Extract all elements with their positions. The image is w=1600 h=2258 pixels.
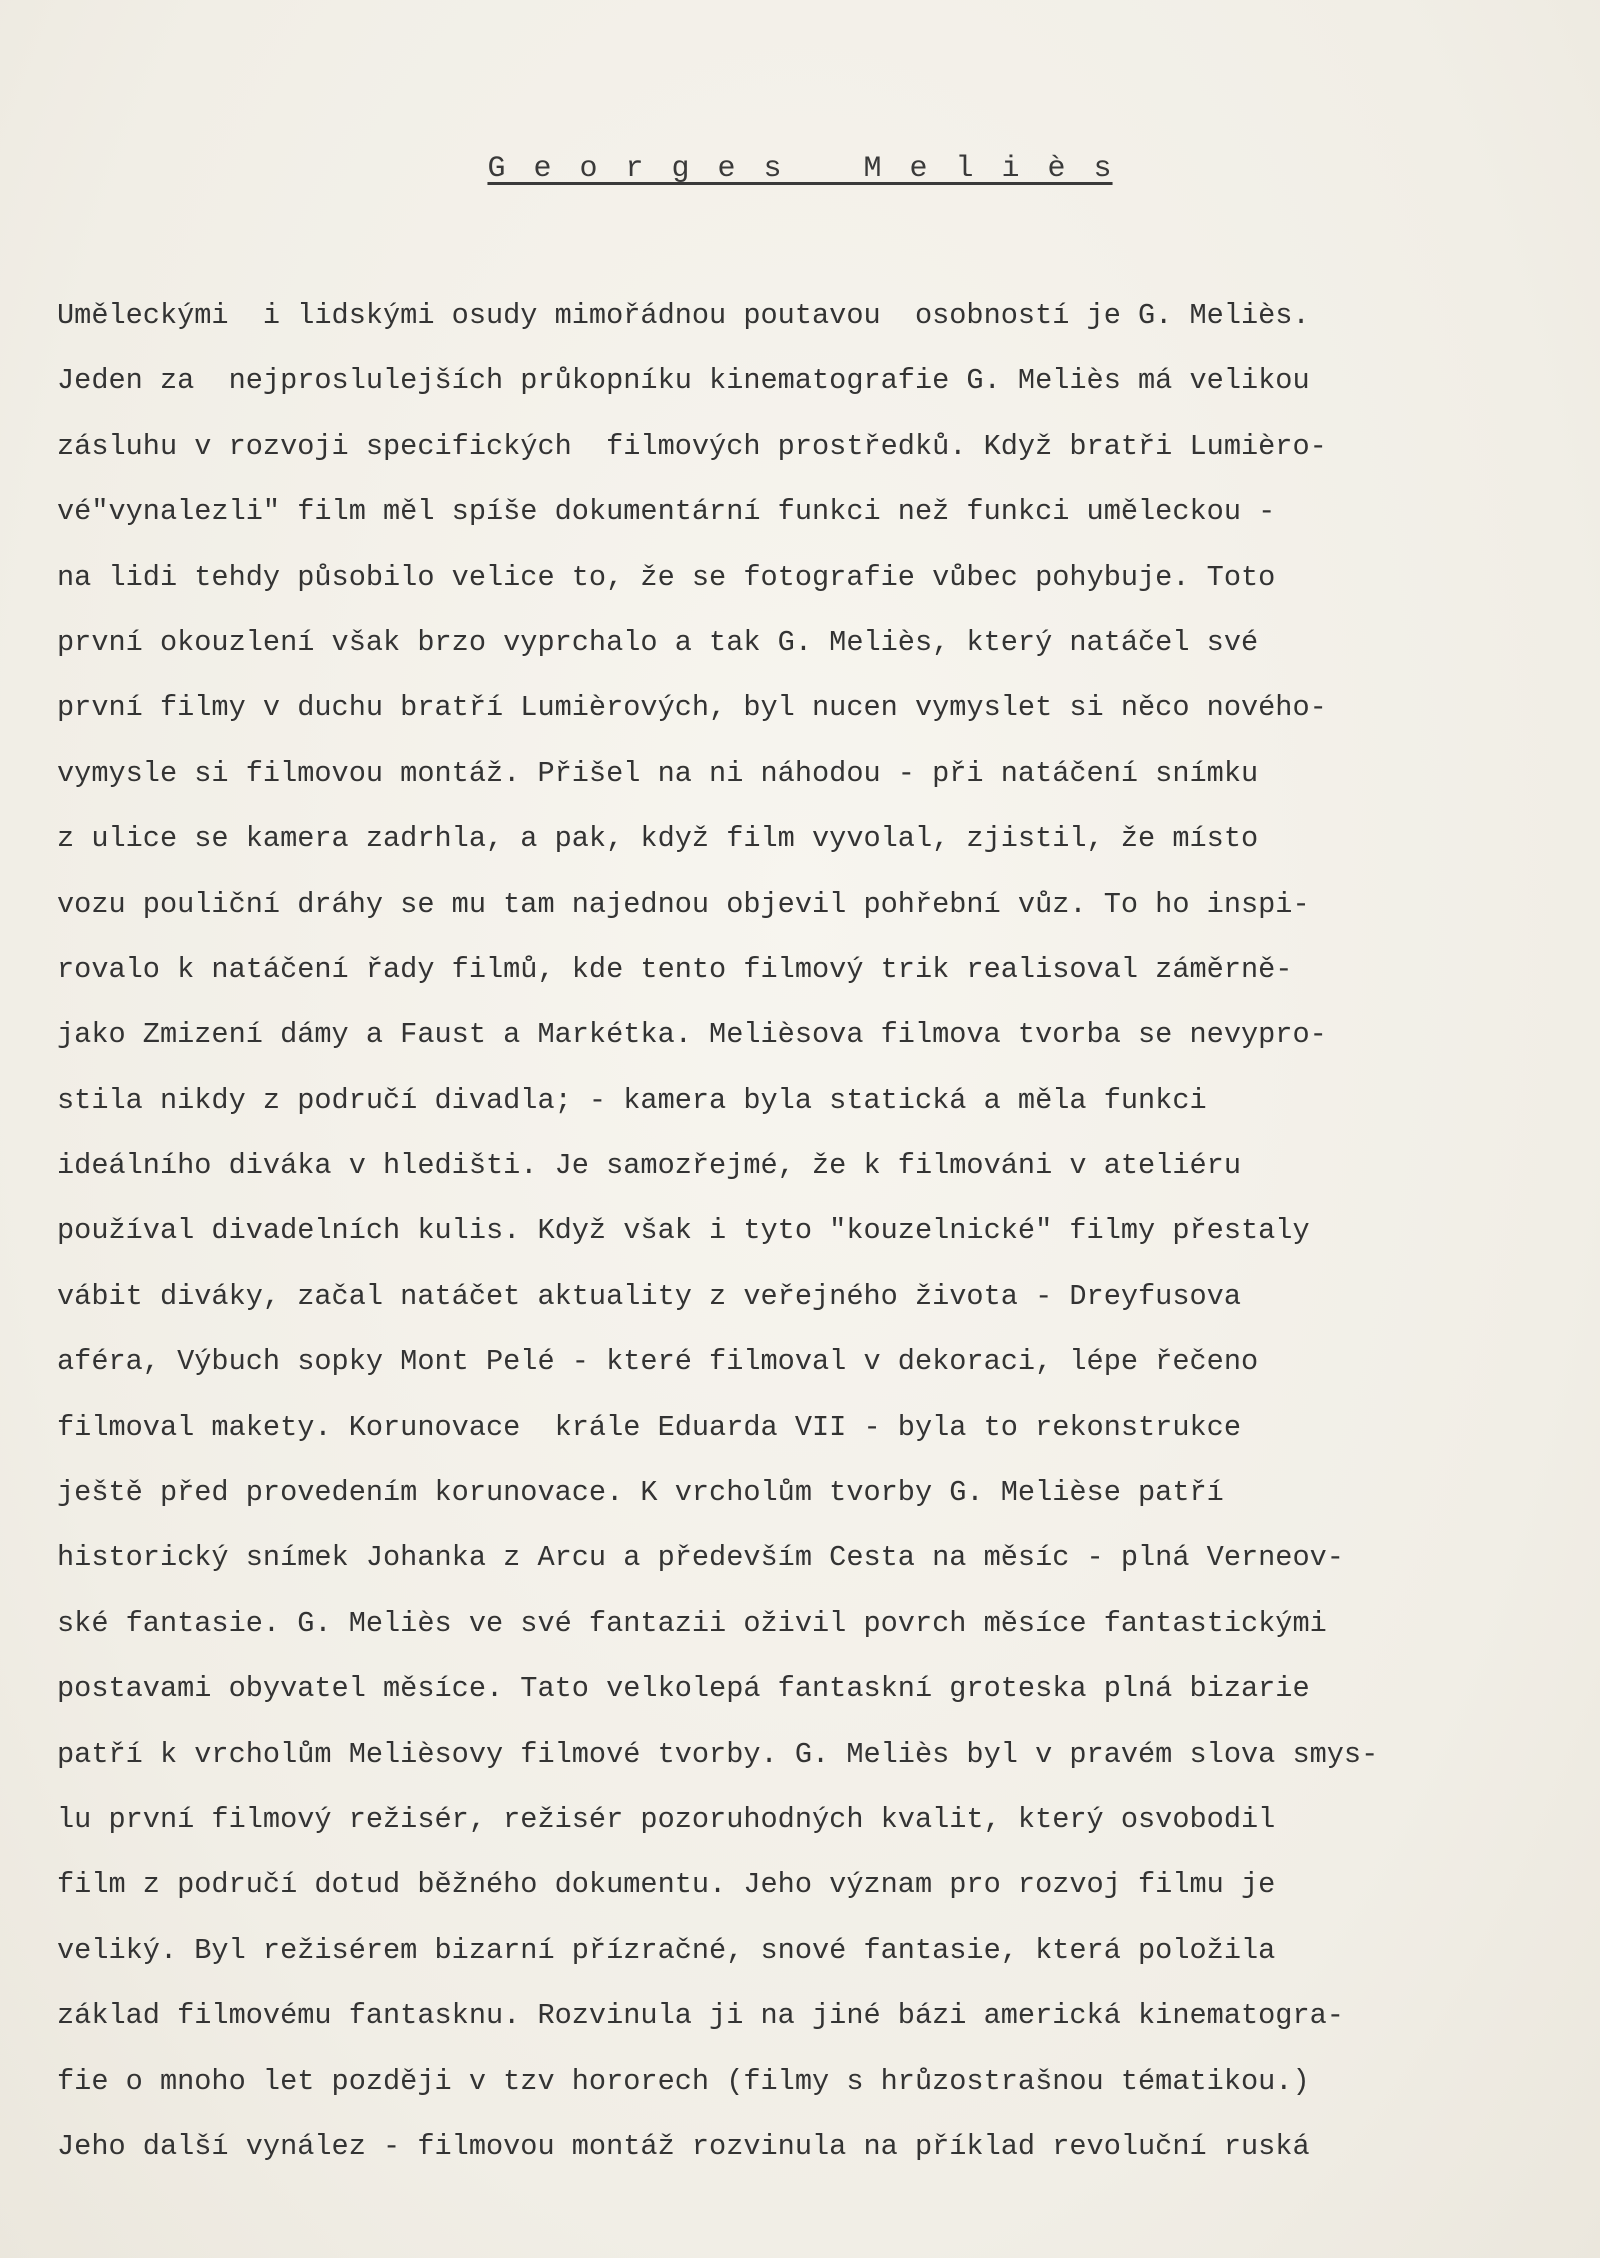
text-line: první okouzlení však brzo vyprchalo a tak G. Meliès, který natáčel své [57,625,1259,659]
text-line: historický snímek Johanka z Arcu a především Cesta na měsíc - plná Verneov- [57,1541,1344,1575]
text-line: rovalo k natáčení řady filmů, kde tento filmový trik realisoval záměrně- [57,952,1293,986]
text-line: aféra, Výbuch sopky Mont Pelé - které filmoval v dekoraci, lépe řečeno [57,1345,1259,1379]
text-line: na lidi tehdy působilo velice to, že se fotografie vůbec pohybuje. Toto [57,560,1276,594]
text-line: vábit diváky, začal natáčet aktuality z veřejného života - Dreyfusova [57,1279,1241,1313]
text-line: film z područí dotud běžného dokumentu. Jeho význam pro rozvoj filmu je [57,1868,1276,1902]
text-line: veliký. Byl režisérem bizarní přízračné, snové fantasie, která položila [57,1933,1276,1967]
text-line: ještě před provedením korunovace. K vrcholům tvorby G. Melièse patří [57,1476,1224,1510]
text-line: postavami obyvatel měsíce. Tato velkolepá fantaskní groteska plná bizarie [57,1672,1310,1706]
text-line: ské fantasie. G. Meliès ve své fantazii oživil povrch měsíce fantastickými [57,1606,1327,1640]
text-line: zásluhu v rozvoji specifických filmových prostředků. Když bratři Lumièro- [57,429,1327,463]
text-line: patří k vrcholům Melièsovy filmové tvorby. G. Meliès byl v pravém slova smys- [57,1737,1379,1771]
page-title [0,152,1600,186]
text-line: první filmy v duchu bratří Lumièrových, byl nucen vymyslet si něco nového- [57,691,1327,725]
text-line: stila nikdy z područí divadla; - kamera byla statická a měla funkci [57,1083,1207,1117]
text-line: jako Zmizení dámy a Faust a Markétka. Melièsova filmova tvorba se nevypro- [57,1018,1327,1052]
text-line: Uměleckými i lidskými osudy mimořádnou poutavou osobností je G. Meliès. [57,299,1310,332]
text-line: fie o mnoho let později v tzv hororech (filmy s hrůzostrašnou tématikou.) [57,2064,1310,2098]
title-text: G e o r g e s M e l i è s [487,152,1113,186]
text-line: filmoval makety. Korunovace krále Eduarda VII - byla to rekonstrukce [57,1410,1241,1444]
text-line: z ulice se kamera zadrhla, a pak, když film vyvolal, zjistil, že místo [57,822,1259,856]
text-line: ideálního diváka v hledišti. Je samozřejmé, že k filmováni v ateliéru [57,1149,1241,1183]
text-line: Jeho další vynález - filmovou montáž rozvinula na příklad revoluční ruská [57,2129,1310,2163]
text-line: lu první filmový režisér, režisér pozoruhodných kvalit, který osvobodil [57,1802,1276,1836]
text-line: vé"vynalezli" film měl spíše dokumentární funkci než funkci uměleckou - [57,495,1276,529]
text-line: základ filmovému fantasknu. Rozvinula ji na jiné bázi americká kinematogra- [57,1999,1344,2033]
text-line: vozu pouliční dráhy se mu tam najednou objevil pohřební vůz. To ho inspi- [57,887,1310,921]
text-line: používal divadelních kulis. Když však i tyto "kouzelnické" filmy přestaly [57,1214,1310,1248]
text-line: Jeden za nejproslulejších průkopníku kinematografie G. Meliès má velikou [57,364,1310,398]
body-text [57,283,1557,2179]
text-line: vymysle si filmovou montáž. Přišel na ni náhodou - při natáčení snímku [57,756,1259,790]
